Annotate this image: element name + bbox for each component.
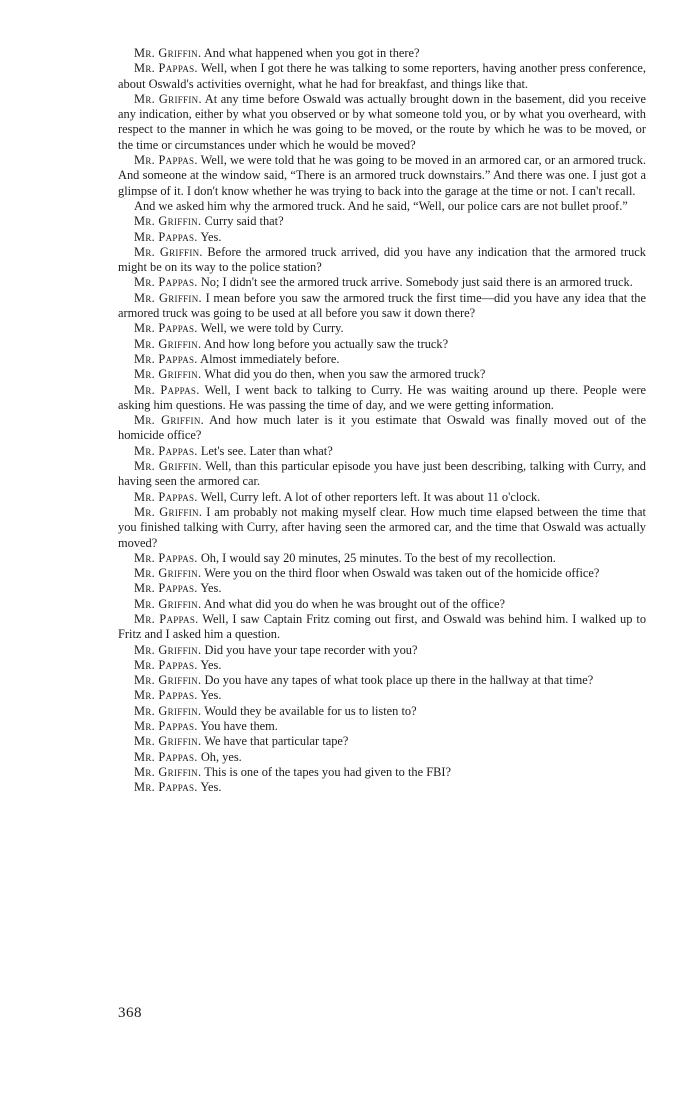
paragraph-text: Were you on the third floor when Oswald was taken out of the homicide office? bbox=[204, 566, 600, 581]
transcript-paragraph bbox=[118, 719, 646, 734]
paragraph-text: Well, I saw Captain Fritz coming out first, and Oswald was behind him. I walked up to Fritz and I asked him a question. bbox=[118, 611, 647, 642]
transcript-paragraph bbox=[118, 199, 646, 214]
paragraph-text: Let's see. Later than what? bbox=[200, 443, 333, 458]
transcript-paragraph bbox=[118, 153, 646, 199]
paragraph-text: Well, we were told that he was going to be moved in an armored car, or an armored truck. And someone at the window said, “There is an armored truck downstairs.” And there was one. I just got a glimpse of it. I don't know whether he was trying to back into the garage at the time or not. I can't recall. bbox=[118, 153, 647, 198]
paragraph-text: Oh, yes. bbox=[200, 749, 242, 764]
transcript-body bbox=[118, 46, 646, 796]
transcript-paragraph bbox=[118, 46, 646, 61]
paragraph-text: You have them. bbox=[200, 719, 278, 734]
paragraph-text: This is one of the tapes you had given to the FBI? bbox=[204, 764, 451, 779]
paragraph-text: And we asked him why the armored truck. And he said, “Well, our police cars are not bullet proof.” bbox=[134, 198, 628, 213]
transcript-paragraph bbox=[118, 765, 646, 780]
speaker-label: Mr. Pappas. bbox=[134, 657, 198, 672]
paragraph-text: Before the armored truck arrived, did you have any indication that the armored truck might be on its way to the police station? bbox=[118, 244, 646, 275]
paragraph-text: Well, we were told by Curry. bbox=[200, 321, 344, 336]
paragraph-text: Yes. bbox=[200, 780, 222, 795]
speaker-label: Mr. Pappas. bbox=[134, 229, 198, 244]
transcript-paragraph bbox=[118, 490, 646, 505]
paragraph-text: No; I didn't see the armored truck arrive. Somebody just said there is an armored truck. bbox=[200, 275, 633, 290]
paragraph-text: Would they be available for us to listen to? bbox=[204, 703, 417, 718]
paragraph-text: Did you have your tape recorder with you? bbox=[204, 642, 418, 657]
transcript-paragraph bbox=[118, 92, 646, 153]
transcript-paragraph bbox=[118, 459, 646, 490]
transcript-paragraph bbox=[118, 750, 646, 765]
speaker-label: Mr. Pappas. bbox=[134, 321, 198, 336]
transcript-paragraph bbox=[118, 214, 646, 229]
speaker-label: Mr. Griffin. bbox=[134, 734, 202, 749]
transcript-paragraph bbox=[118, 230, 646, 245]
speaker-label: Mr. Griffin. bbox=[134, 673, 202, 688]
paragraph-text: Do you have any tapes of what took place up there in the hallway at that time? bbox=[204, 673, 594, 688]
speaker-label: Mr. Griffin. bbox=[134, 46, 202, 60]
speaker-label: Mr. Pappas. bbox=[134, 489, 198, 504]
speaker-label: Mr. Griffin. bbox=[134, 703, 202, 718]
speaker-label: Mr. Griffin. bbox=[134, 764, 202, 779]
paragraph-text: Yes. bbox=[200, 581, 222, 596]
transcript-paragraph bbox=[118, 780, 646, 795]
speaker-label: Mr. Griffin. bbox=[134, 244, 203, 259]
speaker-label: Mr. Pappas. bbox=[134, 351, 198, 366]
transcript-paragraph bbox=[118, 597, 646, 612]
speaker-label: Mr. Pappas. bbox=[134, 550, 198, 565]
transcript-paragraph bbox=[118, 352, 646, 367]
transcript-paragraph bbox=[118, 734, 646, 749]
speaker-label: Mr. Pappas. bbox=[134, 749, 198, 764]
speaker-label: Mr. Griffin. bbox=[134, 459, 202, 474]
transcript-paragraph bbox=[118, 612, 646, 643]
speaker-label: Mr. Pappas. bbox=[134, 61, 198, 76]
paragraph-text: Well, I went back to talking to Curry. He was waiting around up there. People were asking him questions. He was passing the time of day, and we were getting information. bbox=[118, 382, 646, 412]
paragraph-text: Yes. bbox=[200, 657, 222, 672]
transcript-paragraph bbox=[118, 551, 646, 566]
transcript-paragraph bbox=[118, 275, 646, 290]
paragraph-text: And what did you do when he was brought out of the office? bbox=[203, 596, 506, 611]
speaker-label: Mr. Griffin. bbox=[134, 367, 202, 382]
transcript-paragraph bbox=[118, 383, 646, 414]
paragraph-text: Well, than this particular episode you have just been describing, talking with Curry, and having seen the armored car. bbox=[118, 459, 646, 489]
paragraph-text: And what happened when you got in there? bbox=[203, 46, 420, 60]
speaker-label: Mr. Griffin. bbox=[134, 290, 202, 305]
transcript-paragraph bbox=[118, 658, 646, 673]
paragraph-text: Well, Curry left. A lot of other reporters left. It was about 11 o'clock. bbox=[200, 489, 541, 504]
paragraph-text: Curry said that? bbox=[204, 214, 284, 229]
transcript-paragraph bbox=[118, 61, 646, 92]
speaker-label: Mr. Griffin. bbox=[134, 642, 202, 657]
speaker-label: Mr. Pappas. bbox=[134, 780, 198, 795]
paragraph-text: Yes. bbox=[200, 229, 222, 244]
paragraph-text: What did you do then, when you saw the armored truck? bbox=[204, 367, 486, 382]
speaker-label: Mr. Pappas. bbox=[134, 382, 200, 397]
transcript-paragraph bbox=[118, 321, 646, 336]
speaker-label: Mr. Pappas. bbox=[134, 153, 198, 168]
page-number: 368 bbox=[118, 1005, 142, 1021]
paragraph-text: And how much later is it you estimate that Oswald was finally moved out of the homicide office? bbox=[118, 413, 646, 443]
speaker-label: Mr. Pappas. bbox=[134, 275, 198, 290]
speaker-label: Mr. Pappas. bbox=[134, 719, 198, 734]
paragraph-text: Oh, I would say 20 minutes, 25 minutes. To the best of my recollection. bbox=[200, 550, 556, 565]
speaker-label: Mr. Pappas. bbox=[134, 581, 198, 596]
paragraph-text: I am probably not making myself clear. How much time elapsed between the time that you finished talking with Curry, after having seen the armored car, and the time that Oswald was actually moved? bbox=[118, 504, 646, 550]
speaker-label: Mr. Pappas. bbox=[134, 443, 198, 458]
transcript-paragraph bbox=[118, 367, 646, 382]
transcript-paragraph bbox=[118, 413, 646, 444]
transcript-paragraph bbox=[118, 643, 646, 658]
speaker-label: Mr. Griffin. bbox=[134, 504, 203, 519]
paragraph-text: And how long before you actually saw the truck? bbox=[203, 336, 449, 351]
speaker-label: Mr. Griffin. bbox=[134, 413, 205, 428]
transcript-paragraph bbox=[118, 444, 646, 459]
transcript-paragraph bbox=[118, 581, 646, 596]
transcript-paragraph bbox=[118, 291, 646, 322]
speaker-label: Mr. Griffin. bbox=[134, 596, 202, 611]
transcript-paragraph bbox=[118, 704, 646, 719]
transcript-paragraph bbox=[118, 673, 646, 688]
transcript-paragraph bbox=[118, 245, 646, 276]
transcript-paragraph bbox=[118, 566, 646, 581]
paragraph-text: Almost immediately before. bbox=[200, 351, 340, 366]
speaker-label: Mr. Pappas. bbox=[134, 688, 198, 703]
transcript-paragraph bbox=[118, 505, 646, 551]
paragraph-text: At any time before Oswald was actually brought down in the basement, did you receive any indication, either by what you observed or by what someone told you, or by what you overheard, with respect to the manner in which he was going to be moved, or the route by which he was to be moved, or the time or circumstances under which he would be moved? bbox=[118, 91, 646, 152]
paragraph-text: Well, when I got there he was talking to some reporters, having another press conference, about Oswald's activities overnight, what he had for breakfast, and things like that. bbox=[118, 61, 646, 91]
paragraph-text: We have that particular tape? bbox=[204, 734, 349, 749]
paragraph-text: I mean before you saw the armored truck the first time—did you have any idea that the armored truck was going to be used at all before you saw it down there? bbox=[118, 290, 646, 321]
speaker-label: Mr. Griffin. bbox=[134, 91, 202, 106]
transcript-paragraph bbox=[118, 688, 646, 703]
speaker-label: Mr. Griffin. bbox=[134, 566, 202, 581]
speaker-label: Mr. Griffin. bbox=[134, 214, 202, 229]
speaker-label: Mr. Griffin. bbox=[134, 336, 202, 351]
speaker-label: Mr. Pappas. bbox=[134, 611, 199, 626]
paragraph-text: Yes. bbox=[200, 688, 222, 703]
transcript-paragraph bbox=[118, 337, 646, 352]
